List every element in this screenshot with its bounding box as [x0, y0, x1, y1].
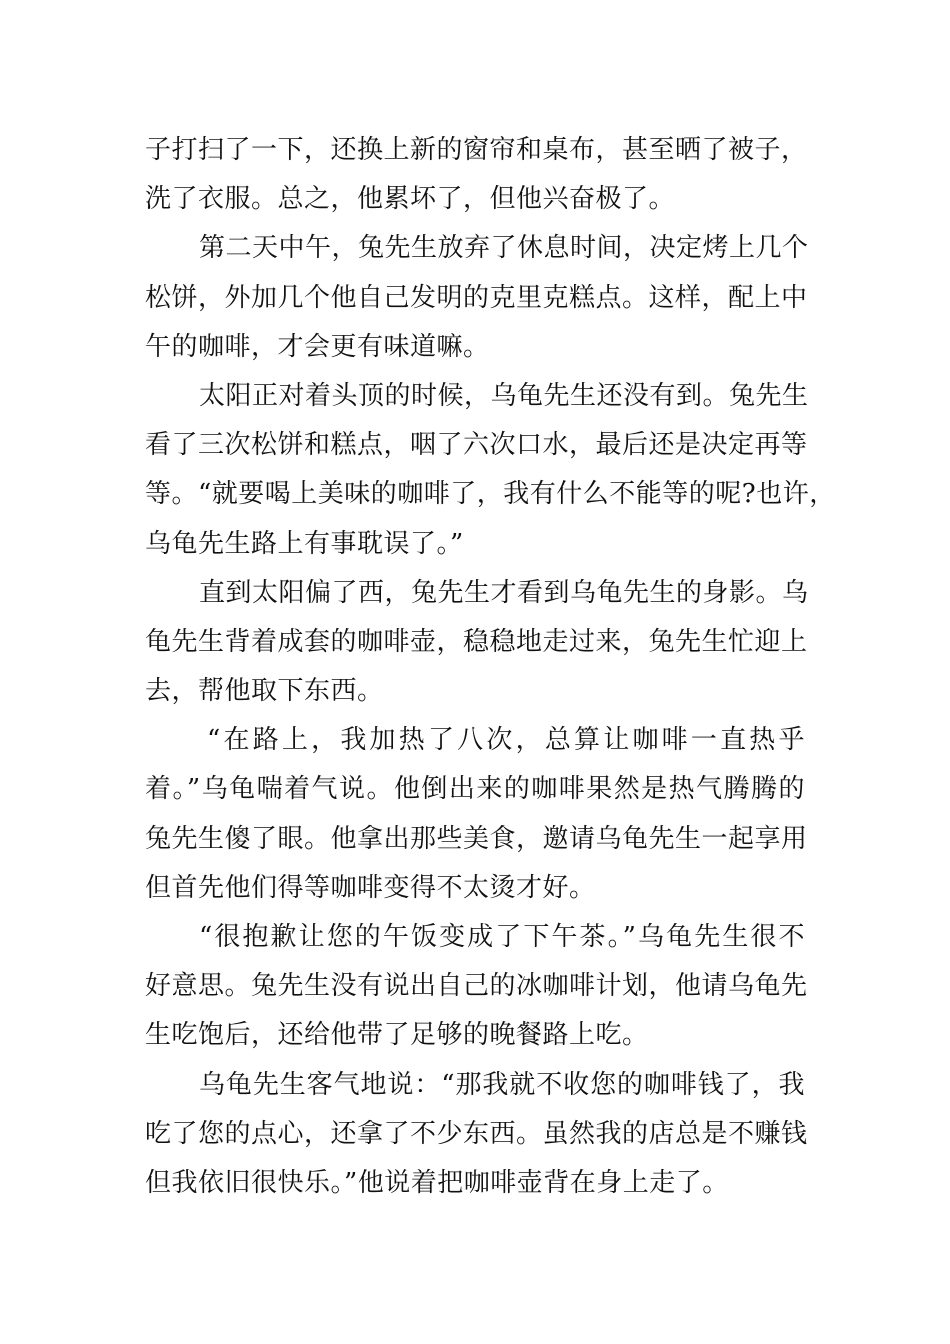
text-line: 但我依旧很快乐。”他说着把咖啡壶背在身上走了。	[145, 1167, 729, 1198]
text-line: 兔先生傻了眼。他拿出那些美食，邀请乌龟先生一起享用	[145, 823, 808, 854]
text-line: 乌龟先生路上有事耽误了。”	[145, 528, 464, 559]
paragraph-first-line: “很抱歉让您的午饭变成了下午茶。”乌龟先生很不	[199, 922, 805, 952]
text-line: 吃了您的点心，还拿了不少东西。虽然我的店总是不赚钱	[145, 1118, 808, 1149]
paragraph-first-line: 第二天中午，兔先生放弃了休息时间，决定烤上几个	[199, 233, 809, 264]
text-line: 看了三次松饼和糕点，咽了六次口水，最后还是决定再等	[145, 430, 808, 461]
paragraph-first-line: 太阳正对着头顶的时候，乌龟先生还没有到。兔先生	[199, 380, 809, 411]
text-line: 生吃饱后，还给他带了足够的晚餐路上吃。	[145, 1020, 649, 1051]
text-line: 子打扫了一下，还换上新的窗帘和桌布，甚至晒了被子，	[145, 135, 808, 165]
paragraph-first-line: 直到太阳偏了西，兔先生才看到乌龟先生的身影。乌	[199, 577, 809, 608]
paragraph-first-line: 乌龟先生客气地说：“那我就不收您的咖啡钱了，我	[199, 1069, 805, 1100]
text-line: 着。”乌龟喘着气说。他倒出来的咖啡果然是热气腾腾的	[145, 774, 805, 805]
text-line: 洗了衣服。总之，他累坏了，但他兴奋极了。	[145, 184, 676, 215]
story-text	[145, 126, 836, 1208]
text-line: 但首先他们得等咖啡变得不太烫才好。	[145, 872, 596, 903]
text-line: 好意思。兔先生没有说出自己的冰咖啡计划，他请乌龟先	[145, 971, 808, 1002]
paragraph-first-line: “在路上，我加热了八次，总算让咖啡一直热乎	[207, 725, 805, 756]
text-line: 去，帮他取下东西。	[145, 676, 384, 707]
text-line: 午的咖啡，才会更有味道嘛。	[145, 331, 490, 362]
text-line: 松饼，外加几个他自己发明的克里克糕点。这样，配上中	[145, 282, 808, 313]
text-line: 等。“就要喝上美味的咖啡了，我有什么不能等的呢?也许，	[145, 479, 836, 510]
text-line: 龟先生背着成套的咖啡壶，稳稳地走过来，兔先生忙迎上	[145, 626, 808, 657]
